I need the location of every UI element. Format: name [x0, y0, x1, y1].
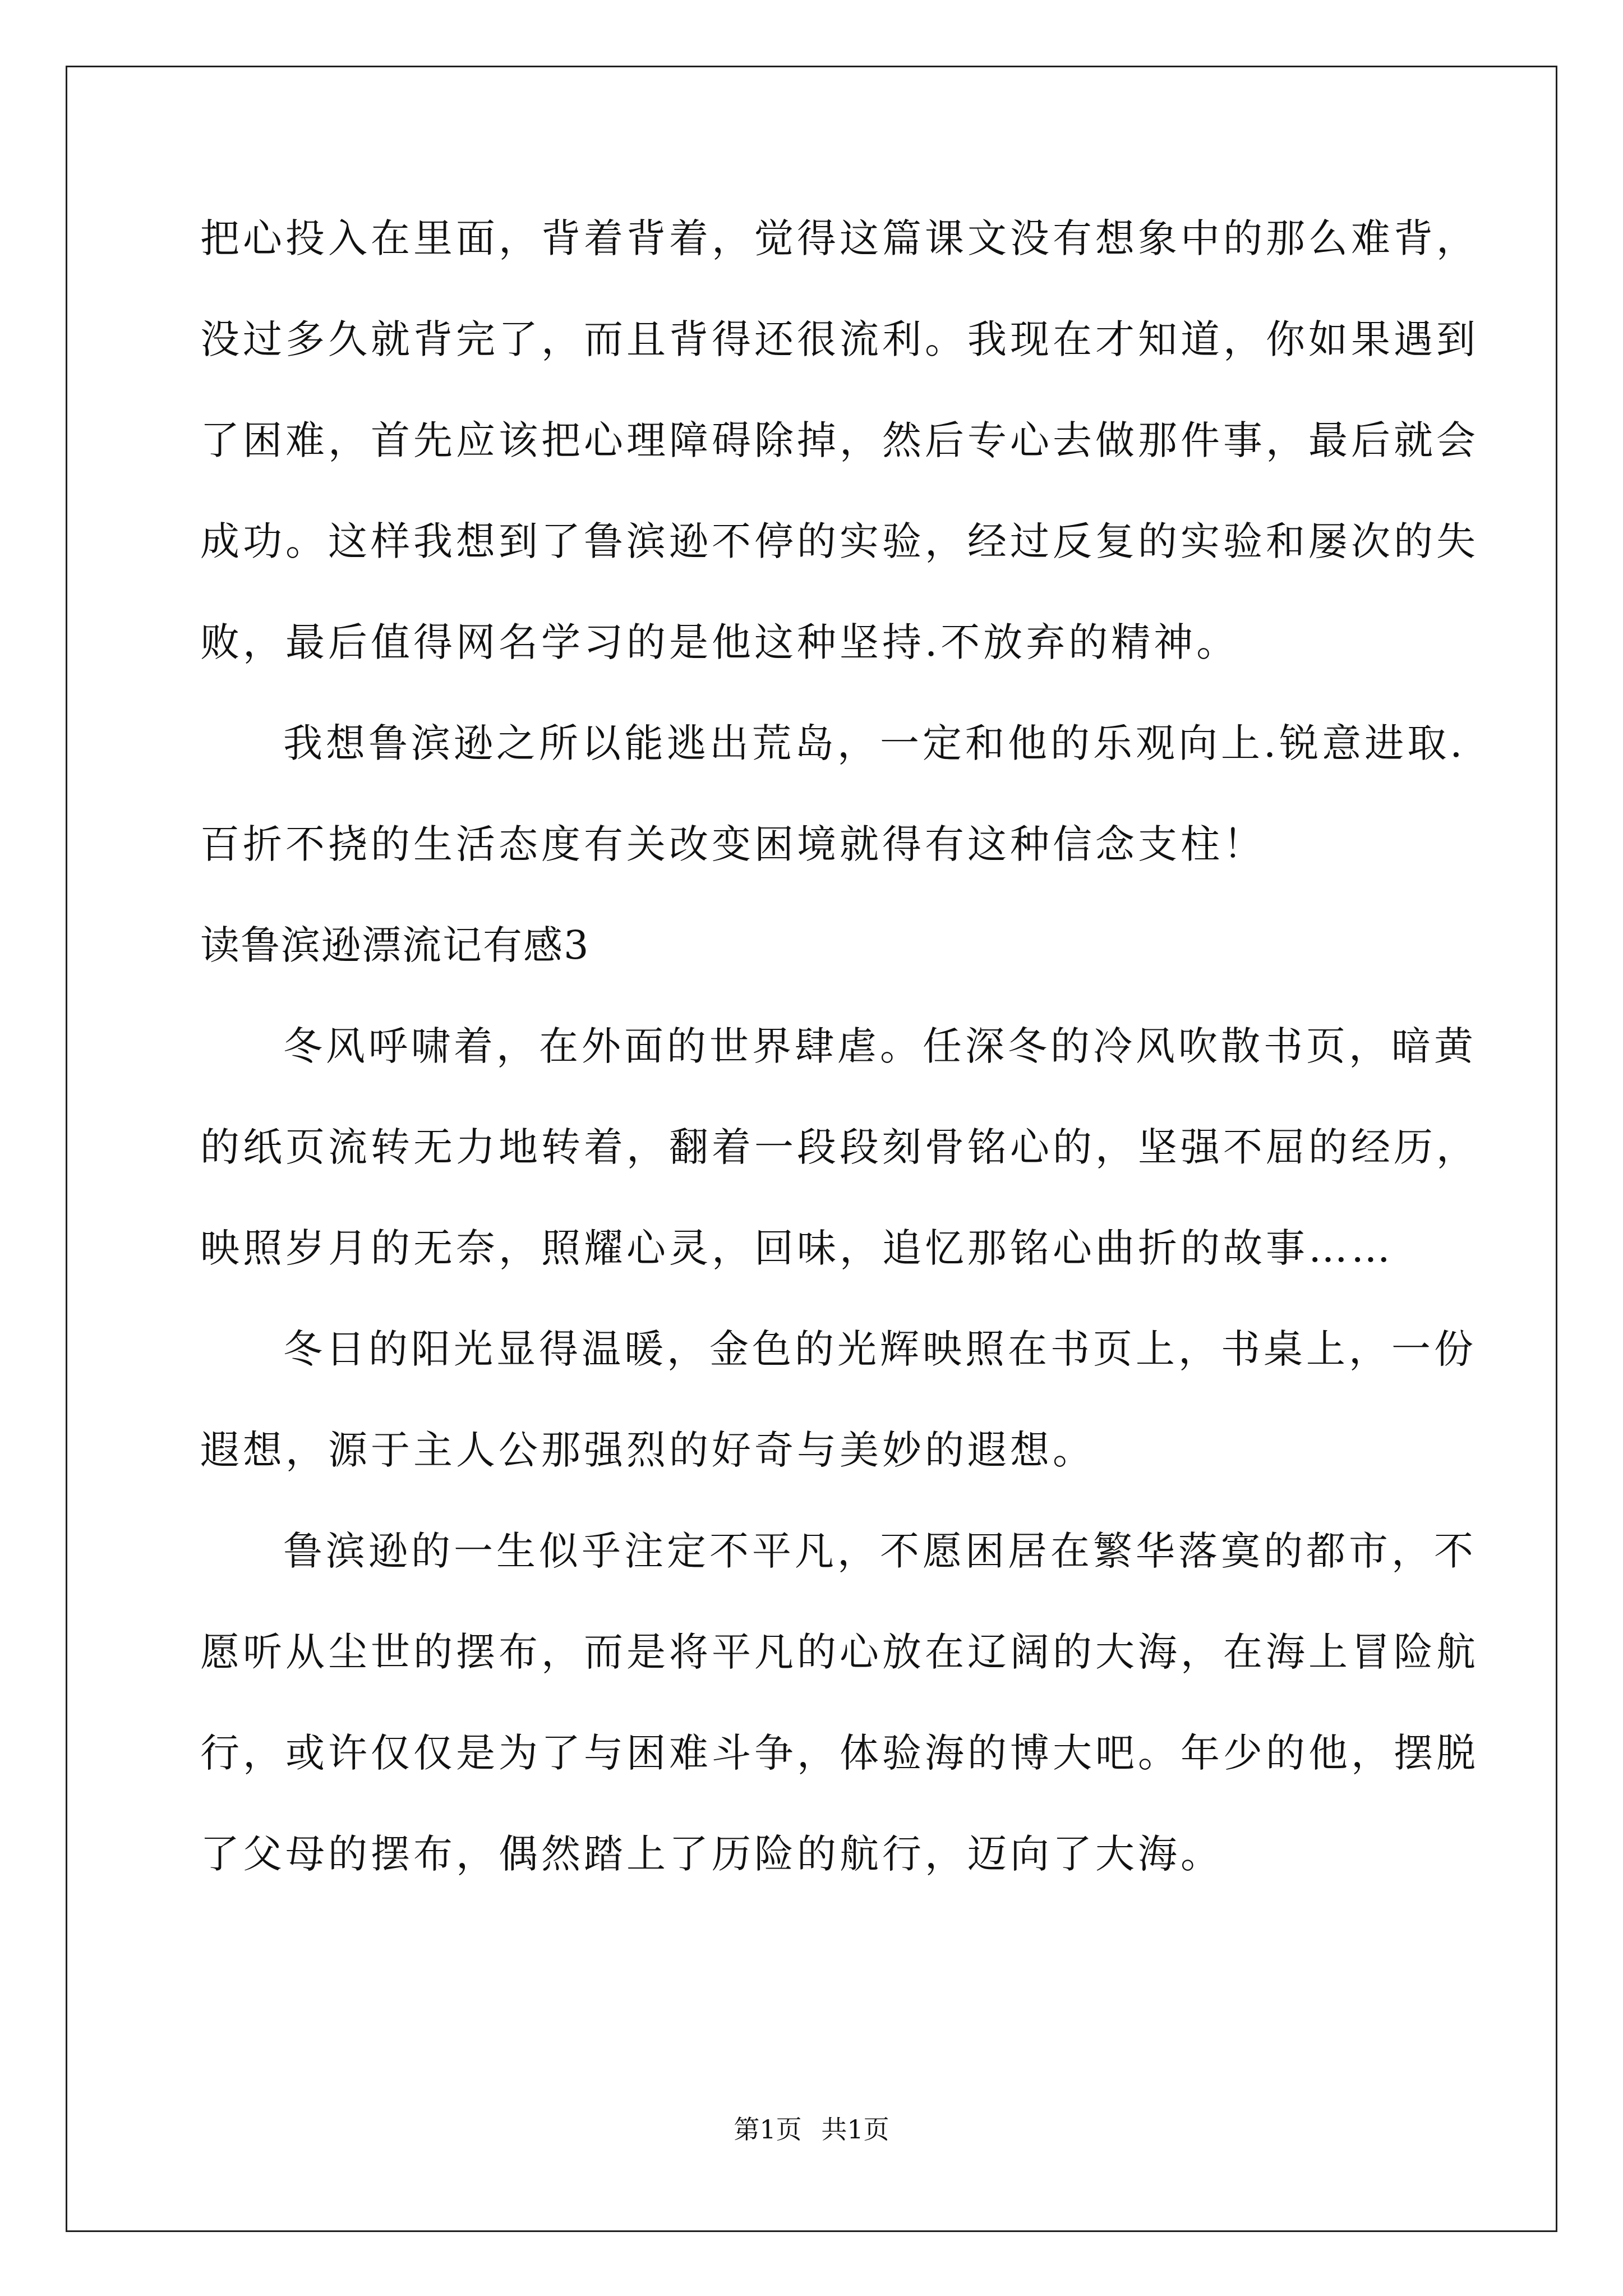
text-line: 的纸页流转无力地转着，翻着一段段刻骨铭心的，坚强不屈的经历， [200, 1124, 1479, 1170]
text-line: 百折不挠的生活态度有关改变困境就得有这种信念支柱！ [200, 821, 1266, 867]
text-line: 了父母的摆布，偶然踏上了历险的航行，迈向了大海。 [200, 1831, 1223, 1877]
text-line: 败，最后值得网名学习的是他这种坚持.不放弃的精神。 [200, 619, 1239, 665]
text-line: 映照岁月的无奈，照耀心灵，回味，追忆那铭心曲折的故事…… [200, 1225, 1394, 1271]
text-line: 愿听从尘世的摆布，而是将平凡的心放在辽阔的大海，在海上冒险航 [200, 1629, 1479, 1675]
text-line: 冬风呼啸着，在外面的世界肆虐。任深冬的冷风吹散书页，暗黄 [283, 1023, 1477, 1069]
page-total: 共1页 [821, 2114, 889, 2145]
text-line: 成功。这样我想到了鲁滨逊不停的实验，经过反复的实验和屡次的失 [200, 518, 1479, 564]
document-body [200, 188, 1479, 1904]
text-line: 遐想，源于主人公那强烈的好奇与美妙的遐想。 [200, 1427, 1095, 1473]
text-line: 把心投入在里面，背着背着，觉得这篇课文没有想象中的那么难背， [200, 215, 1479, 261]
text-line: 行，或许仅仅是为了与困难斗争，体验海的博大吧。年少的他，摆脱 [200, 1730, 1479, 1776]
page-footer [0, 2109, 1623, 2146]
section-heading: 读鲁滨逊漂流记有感3 [200, 922, 590, 968]
page-number: 第1页 [734, 2114, 802, 2145]
text-line: 鲁滨逊的一生似乎注定不平凡，不愿困居在繁华落寞的都市，不 [283, 1528, 1477, 1574]
text-line: 了困难，首先应该把心理障碍除掉，然后专心去做那件事，最后就会 [200, 417, 1479, 463]
text-line: 冬日的阳光显得温暖，金色的光辉映照在书页上，书桌上，一份 [283, 1326, 1477, 1372]
text-line: 我想鲁滨逊之所以能逃出荒岛，一定和他的乐观向上.锐意进取. [283, 720, 1466, 766]
text-line: 没过多久就背完了，而且背得还很流利。我现在才知道，你如果遇到 [200, 316, 1479, 362]
